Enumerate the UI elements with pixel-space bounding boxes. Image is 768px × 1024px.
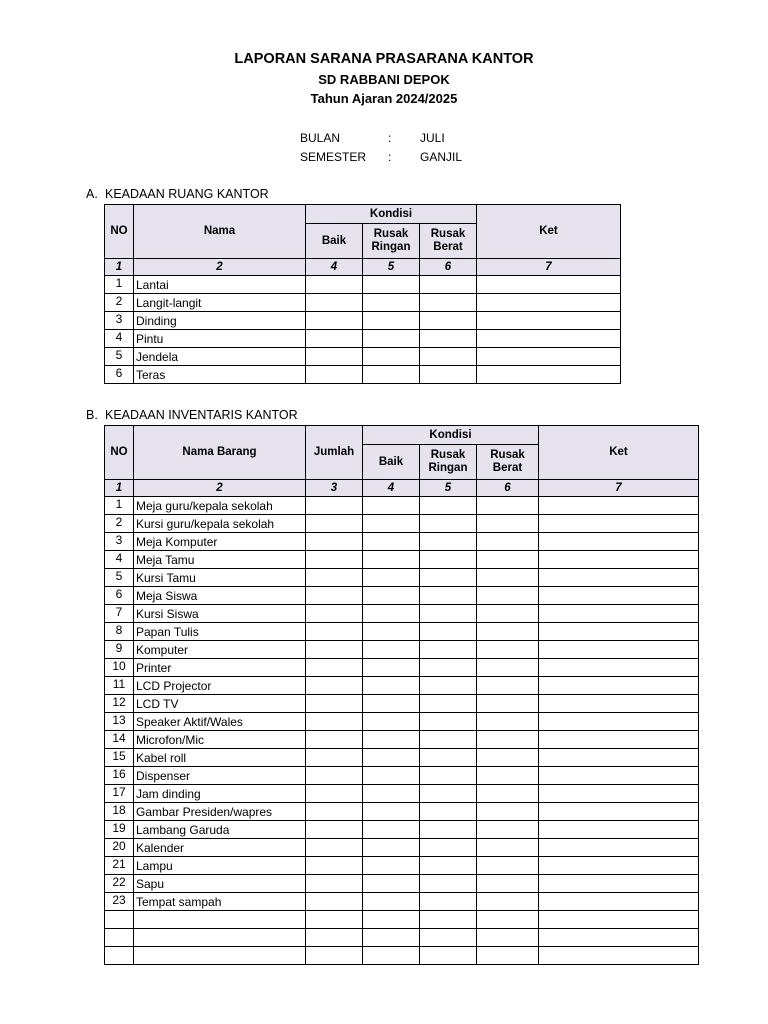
empty-cell — [477, 533, 539, 551]
room-condition-table — [104, 204, 621, 384]
item-name: Teras — [134, 366, 306, 384]
empty-cell — [306, 857, 363, 875]
empty-cell — [306, 839, 363, 857]
empty-cell — [477, 947, 539, 965]
empty-cell — [306, 551, 363, 569]
column-number: 7 — [477, 259, 621, 276]
month-separator: : — [388, 131, 392, 145]
row-number: 9 — [105, 641, 134, 659]
item-name: Meja Komputer — [134, 533, 306, 551]
table-row — [105, 875, 699, 893]
empty-cell — [306, 312, 363, 330]
empty-cell — [539, 515, 699, 533]
empty-cell — [477, 623, 539, 641]
empty-cell — [539, 659, 699, 677]
semester-label: SEMESTER — [300, 150, 367, 164]
empty-cell — [306, 330, 363, 348]
empty-cell — [477, 785, 539, 803]
empty-cell — [420, 713, 477, 731]
inventory-table — [104, 425, 699, 965]
column-number: 5 — [363, 259, 420, 276]
table-row — [105, 587, 699, 605]
column-number: 4 — [306, 259, 363, 276]
row-number: 5 — [105, 348, 134, 366]
table-row — [105, 276, 621, 294]
empty-cell — [477, 893, 539, 911]
empty-cell — [539, 911, 699, 929]
section-a-title: KEADAAN RUANG KANTOR — [105, 187, 269, 201]
row-number — [105, 947, 134, 965]
empty-cell — [363, 330, 420, 348]
table-row — [105, 839, 699, 857]
item-name: Meja Siswa — [134, 587, 306, 605]
empty-cell — [420, 929, 477, 947]
empty-cell — [477, 497, 539, 515]
empty-cell — [306, 767, 363, 785]
item-name: Sapu — [134, 875, 306, 893]
empty-cell — [539, 533, 699, 551]
empty-cell — [306, 875, 363, 893]
empty-cell — [420, 515, 477, 533]
empty-cell — [363, 677, 420, 695]
empty-cell — [363, 929, 420, 947]
empty-cell — [477, 767, 539, 785]
row-number: 13 — [105, 713, 134, 731]
row-number — [105, 911, 134, 929]
empty-cell — [539, 551, 699, 569]
school-name: SD RABBANI DEPOK — [318, 72, 450, 87]
row-number: 15 — [105, 749, 134, 767]
column-number: 3 — [306, 480, 363, 497]
empty-cell — [306, 911, 363, 929]
academic-year: Tahun Ajaran 2024/2025 — [310, 91, 458, 106]
empty-cell — [477, 348, 621, 366]
empty-cell — [539, 821, 699, 839]
empty-cell — [477, 294, 621, 312]
empty-cell — [363, 695, 420, 713]
empty-cell — [539, 641, 699, 659]
row-number: 6 — [105, 366, 134, 384]
row-number: 11 — [105, 677, 134, 695]
empty-cell — [363, 348, 420, 366]
item-name: Gambar Presiden/wapres — [134, 803, 306, 821]
table-row — [105, 366, 621, 384]
column-number: 2 — [134, 259, 306, 276]
item-name: Dinding — [134, 312, 306, 330]
empty-cell — [539, 767, 699, 785]
row-number: 4 — [105, 330, 134, 348]
table-row — [105, 911, 699, 929]
col-major-damage-header: Rusak Berat — [477, 445, 539, 480]
column-number: 7 — [539, 480, 699, 497]
empty-cell — [420, 497, 477, 515]
item-name: Komputer — [134, 641, 306, 659]
col-condition-header: Kondisi — [363, 426, 539, 445]
item-name — [134, 929, 306, 947]
empty-cell — [477, 911, 539, 929]
empty-cell — [477, 857, 539, 875]
column-number: 1 — [105, 259, 134, 276]
row-number: 3 — [105, 312, 134, 330]
empty-cell — [306, 587, 363, 605]
table-row — [105, 767, 699, 785]
empty-cell — [477, 713, 539, 731]
empty-cell — [306, 713, 363, 731]
row-number: 19 — [105, 821, 134, 839]
item-name: Meja Tamu — [134, 551, 306, 569]
item-name — [134, 911, 306, 929]
item-name: LCD Projector — [134, 677, 306, 695]
empty-cell — [306, 533, 363, 551]
col-name-header: Nama — [134, 205, 306, 259]
table-row — [105, 515, 699, 533]
empty-cell — [306, 731, 363, 749]
empty-cell — [477, 515, 539, 533]
empty-cell — [539, 857, 699, 875]
row-number: 5 — [105, 569, 134, 587]
table-row — [105, 785, 699, 803]
empty-cell — [306, 893, 363, 911]
empty-cell — [477, 875, 539, 893]
empty-cell — [420, 875, 477, 893]
item-name: Kursi guru/kepala sekolah — [134, 515, 306, 533]
empty-cell — [306, 569, 363, 587]
empty-cell — [363, 641, 420, 659]
col-no-header: NO — [105, 205, 134, 259]
column-number: 6 — [420, 259, 477, 276]
empty-cell — [363, 875, 420, 893]
column-number-row — [105, 480, 699, 497]
item-name: Kalender — [134, 839, 306, 857]
col-good-header: Baik — [363, 445, 420, 480]
empty-cell — [306, 294, 363, 312]
item-name: Langit-langit — [134, 294, 306, 312]
empty-cell — [539, 605, 699, 623]
row-number: 7 — [105, 605, 134, 623]
empty-cell — [539, 839, 699, 857]
item-name: Jendela — [134, 348, 306, 366]
item-name: Kabel roll — [134, 749, 306, 767]
item-name: Dispenser — [134, 767, 306, 785]
empty-cell — [420, 551, 477, 569]
empty-cell — [363, 551, 420, 569]
row-number: 21 — [105, 857, 134, 875]
empty-cell — [306, 695, 363, 713]
empty-cell — [539, 587, 699, 605]
empty-cell — [539, 929, 699, 947]
column-number: 5 — [420, 480, 477, 497]
column-number: 6 — [477, 480, 539, 497]
empty-cell — [477, 312, 621, 330]
table-row — [105, 605, 699, 623]
table-row — [105, 551, 699, 569]
empty-cell — [420, 605, 477, 623]
item-name: Microfon/Mic — [134, 731, 306, 749]
table-row — [105, 677, 699, 695]
row-number: 17 — [105, 785, 134, 803]
row-number: 23 — [105, 893, 134, 911]
empty-cell — [363, 749, 420, 767]
empty-cell — [420, 695, 477, 713]
empty-cell — [420, 677, 477, 695]
col-note-header: Ket — [477, 205, 621, 259]
section-a-letter: A. — [86, 187, 98, 201]
empty-cell — [306, 821, 363, 839]
item-name: Printer — [134, 659, 306, 677]
empty-cell — [306, 348, 363, 366]
table-row — [105, 713, 699, 731]
empty-cell — [306, 803, 363, 821]
empty-cell — [363, 294, 420, 312]
row-number: 16 — [105, 767, 134, 785]
empty-cell — [363, 605, 420, 623]
item-name — [134, 947, 306, 965]
empty-cell — [420, 839, 477, 857]
empty-cell — [477, 587, 539, 605]
table-row — [105, 330, 621, 348]
empty-cell — [477, 330, 621, 348]
empty-cell — [420, 749, 477, 767]
empty-cell — [363, 839, 420, 857]
table-row — [105, 641, 699, 659]
empty-cell — [306, 276, 363, 294]
column-number: 2 — [134, 480, 306, 497]
item-name: Papan Tulis — [134, 623, 306, 641]
empty-cell — [420, 569, 477, 587]
empty-cell — [363, 785, 420, 803]
empty-cell — [477, 749, 539, 767]
empty-cell — [306, 677, 363, 695]
empty-cell — [420, 659, 477, 677]
empty-cell — [477, 605, 539, 623]
table-row — [105, 695, 699, 713]
empty-cell — [363, 533, 420, 551]
report-title: LAPORAN SARANA PRASARANA KANTOR — [234, 51, 534, 67]
item-name: Tempat sampah — [134, 893, 306, 911]
empty-cell — [306, 515, 363, 533]
item-name: Kursi Siswa — [134, 605, 306, 623]
empty-cell — [363, 803, 420, 821]
col-minor-damage-header: Rusak Ringan — [420, 445, 477, 480]
empty-cell — [420, 857, 477, 875]
empty-cell — [420, 312, 477, 330]
month-value: JULI — [420, 131, 445, 145]
col-quantity-header: Jumlah — [306, 426, 363, 480]
empty-cell — [539, 731, 699, 749]
empty-cell — [539, 677, 699, 695]
item-name: Speaker Aktif/Wales — [134, 713, 306, 731]
column-number-row — [105, 259, 621, 276]
table-row — [105, 569, 699, 587]
item-name: Pintu — [134, 330, 306, 348]
col-condition-header: Kondisi — [306, 205, 477, 224]
empty-cell — [420, 893, 477, 911]
empty-cell — [477, 731, 539, 749]
row-number — [105, 929, 134, 947]
row-number: 4 — [105, 551, 134, 569]
item-name: Meja guru/kepala sekolah — [134, 497, 306, 515]
section-b-title: KEADAAN INVENTARIS KANTOR — [105, 408, 298, 422]
table-row — [105, 348, 621, 366]
col-no-header: NO — [105, 426, 134, 480]
table-row — [105, 623, 699, 641]
table-row — [105, 312, 621, 330]
table-row — [105, 659, 699, 677]
row-number: 1 — [105, 497, 134, 515]
empty-cell — [539, 569, 699, 587]
empty-cell — [477, 803, 539, 821]
table-row — [105, 497, 699, 515]
table-row — [105, 893, 699, 911]
item-name: Kursi Tamu — [134, 569, 306, 587]
row-number: 1 — [105, 276, 134, 294]
row-number: 12 — [105, 695, 134, 713]
empty-cell — [363, 731, 420, 749]
empty-cell — [420, 803, 477, 821]
empty-cell — [306, 605, 363, 623]
empty-cell — [539, 623, 699, 641]
empty-cell — [306, 785, 363, 803]
empty-cell — [420, 767, 477, 785]
empty-cell — [477, 839, 539, 857]
empty-cell — [306, 366, 363, 384]
empty-cell — [539, 497, 699, 515]
empty-cell — [539, 785, 699, 803]
col-note-header: Ket — [539, 426, 699, 480]
empty-cell — [539, 893, 699, 911]
col-good-header: Baik — [306, 224, 363, 259]
row-number: 20 — [105, 839, 134, 857]
item-name: Lambang Garuda — [134, 821, 306, 839]
empty-cell — [420, 911, 477, 929]
table-row — [105, 533, 699, 551]
empty-cell — [539, 695, 699, 713]
column-number: 4 — [363, 480, 420, 497]
table-row — [105, 749, 699, 767]
row-number: 3 — [105, 533, 134, 551]
empty-cell — [363, 713, 420, 731]
empty-cell — [306, 929, 363, 947]
section-a-heading — [86, 187, 269, 201]
section-b-letter: B. — [86, 408, 98, 422]
empty-cell — [420, 947, 477, 965]
empty-cell — [363, 821, 420, 839]
empty-cell — [420, 587, 477, 605]
row-number: 22 — [105, 875, 134, 893]
empty-cell — [420, 785, 477, 803]
empty-cell — [363, 659, 420, 677]
empty-cell — [420, 641, 477, 659]
empty-cell — [477, 677, 539, 695]
col-minor-damage-header: Rusak Ringan — [363, 224, 420, 259]
table-row — [105, 947, 699, 965]
empty-cell — [477, 695, 539, 713]
item-name: Lantai — [134, 276, 306, 294]
empty-cell — [539, 875, 699, 893]
empty-cell — [363, 893, 420, 911]
row-number: 2 — [105, 515, 134, 533]
empty-cell — [420, 276, 477, 294]
empty-cell — [363, 515, 420, 533]
empty-cell — [363, 857, 420, 875]
empty-cell — [420, 623, 477, 641]
table-row — [105, 929, 699, 947]
empty-cell — [306, 497, 363, 515]
empty-cell — [363, 366, 420, 384]
row-number: 14 — [105, 731, 134, 749]
table-row — [105, 731, 699, 749]
empty-cell — [306, 623, 363, 641]
col-item-name-header: Nama Barang — [134, 426, 306, 480]
table-row — [105, 803, 699, 821]
section-b-heading — [86, 408, 298, 422]
item-name: LCD TV — [134, 695, 306, 713]
empty-cell — [420, 348, 477, 366]
empty-cell — [363, 569, 420, 587]
empty-cell — [539, 803, 699, 821]
empty-cell — [420, 294, 477, 312]
semester-value: GANJIL — [420, 150, 463, 164]
item-name: Lampu — [134, 857, 306, 875]
empty-cell — [363, 623, 420, 641]
empty-cell — [306, 749, 363, 767]
empty-cell — [363, 312, 420, 330]
table-row — [105, 821, 699, 839]
row-number: 2 — [105, 294, 134, 312]
empty-cell — [539, 947, 699, 965]
row-number: 18 — [105, 803, 134, 821]
empty-cell — [363, 497, 420, 515]
empty-cell — [477, 551, 539, 569]
empty-cell — [306, 641, 363, 659]
empty-cell — [477, 366, 621, 384]
empty-cell — [363, 767, 420, 785]
empty-cell — [363, 276, 420, 294]
semester-separator: : — [388, 150, 392, 164]
empty-cell — [420, 330, 477, 348]
empty-cell — [420, 366, 477, 384]
empty-cell — [363, 587, 420, 605]
empty-cell — [477, 929, 539, 947]
empty-cell — [306, 659, 363, 677]
empty-cell — [363, 911, 420, 929]
row-number: 10 — [105, 659, 134, 677]
item-name: Jam dinding — [134, 785, 306, 803]
empty-cell — [420, 731, 477, 749]
empty-cell — [306, 947, 363, 965]
empty-cell — [477, 659, 539, 677]
empty-cell — [477, 641, 539, 659]
row-number: 6 — [105, 587, 134, 605]
column-number: 1 — [105, 480, 134, 497]
row-number: 8 — [105, 623, 134, 641]
empty-cell — [539, 713, 699, 731]
empty-cell — [420, 821, 477, 839]
empty-cell — [477, 569, 539, 587]
table-row — [105, 294, 621, 312]
table-row — [105, 857, 699, 875]
empty-cell — [539, 749, 699, 767]
month-label: BULAN — [300, 131, 341, 145]
col-major-damage-header: Rusak Berat — [420, 224, 477, 259]
empty-cell — [477, 276, 621, 294]
empty-cell — [477, 821, 539, 839]
empty-cell — [363, 947, 420, 965]
empty-cell — [420, 533, 477, 551]
